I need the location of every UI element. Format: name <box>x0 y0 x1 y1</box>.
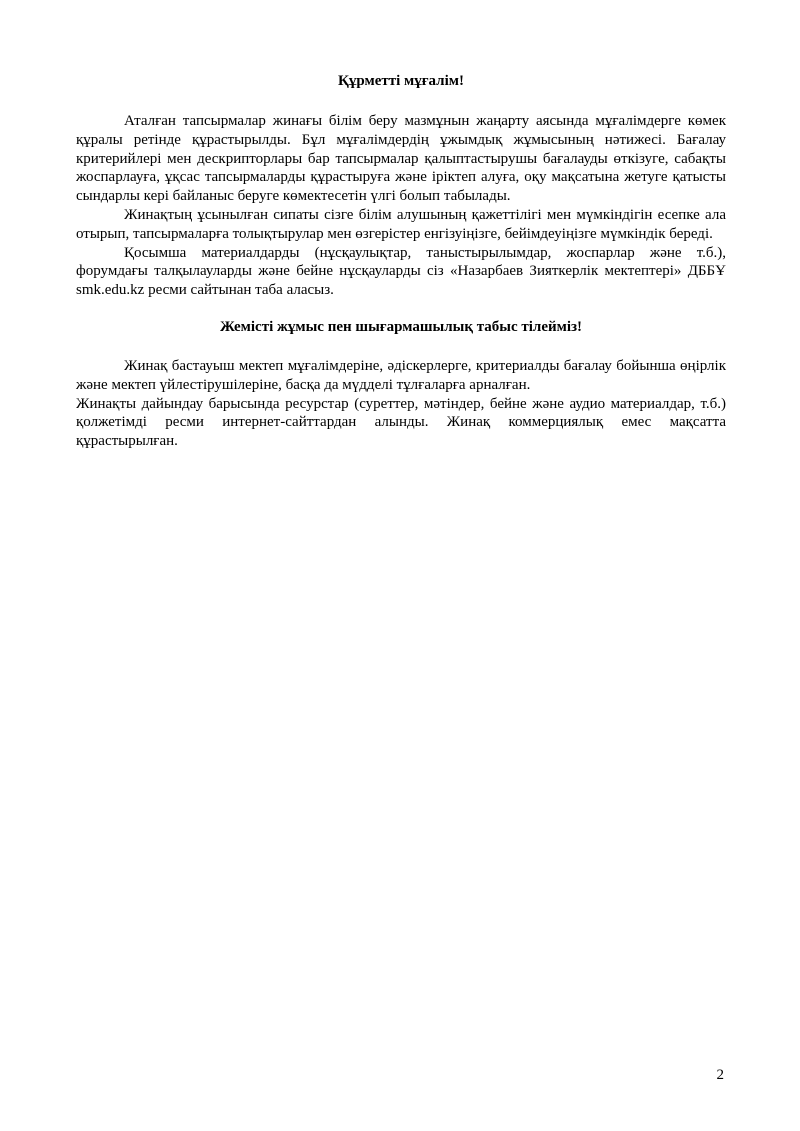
greeting-heading: Құрметті мұғалім! <box>338 73 464 89</box>
intro-paragraph-purpose: Аталған тапсырмалар жинағы білім беру мазмұнын жаңарту аясында мұғалімдерге көмек құралы ретінде құрастырылды. Бұл мұғалімдердің ұжымдық жұмысының нәтижесі. Бағалау критерийлері мен дескрипторлары бар тапсырмалар қалыптастырушы бағалауды өткізуге, сабақты жоспарлауға, ұқсас тапсырмаларды құрастыруға және іріктеп алуға, оқу мақсатына жетуге қатысты сындарлы кері байланыс беруге көмектесетін үлгі болып табылады. <box>76 113 726 205</box>
intro-paragraph-resources: Қосымша материалдарды (нұсқаулықтар, таныстырылымдар, жоспарлар және т.б.), форумдағы талқылауларды және бейне нұсқауларды сіз «Назарбаев Зияткерлік мектептері» ДББҰ smk.edu.kz ресми сайтынан таба аласыз. <box>76 244 726 299</box>
audience-paragraph: Жинақ бастауыш мектеп мұғалімдеріне, әдіскерлерге, критериалды бағалау бойынша өңірлік және мектеп үйлестірушілеріне, басқа да мүдделі тұлғаларға арналған. <box>76 357 726 393</box>
wish-heading: Жемісті жұмыс пен шығармашылық табыс тілейміз! <box>219 318 583 335</box>
document-page <box>76 72 726 451</box>
intro-paragraph-flexibility: Жинақтың ұсынылған сипаты сізге білім алушының қажеттілігі мен мүмкіндігін есепке ала отырып, тапсырмаларға толықтырулар мен өзгерістер енгізуіңізге, бейімдеуіңізге мүмкіндік береді. <box>76 206 726 242</box>
sources-paragraph: Жинақты дайындау барысында ресурстар (суреттер, мәтіндер, бейне және аудио материалдар, т.б.) қолжетімді ресми интернет-сайттардан алынды. Жинақ коммерциялық емес мақсатта құрастырылған. <box>76 395 726 450</box>
page-number: 2 <box>716 1067 724 1083</box>
